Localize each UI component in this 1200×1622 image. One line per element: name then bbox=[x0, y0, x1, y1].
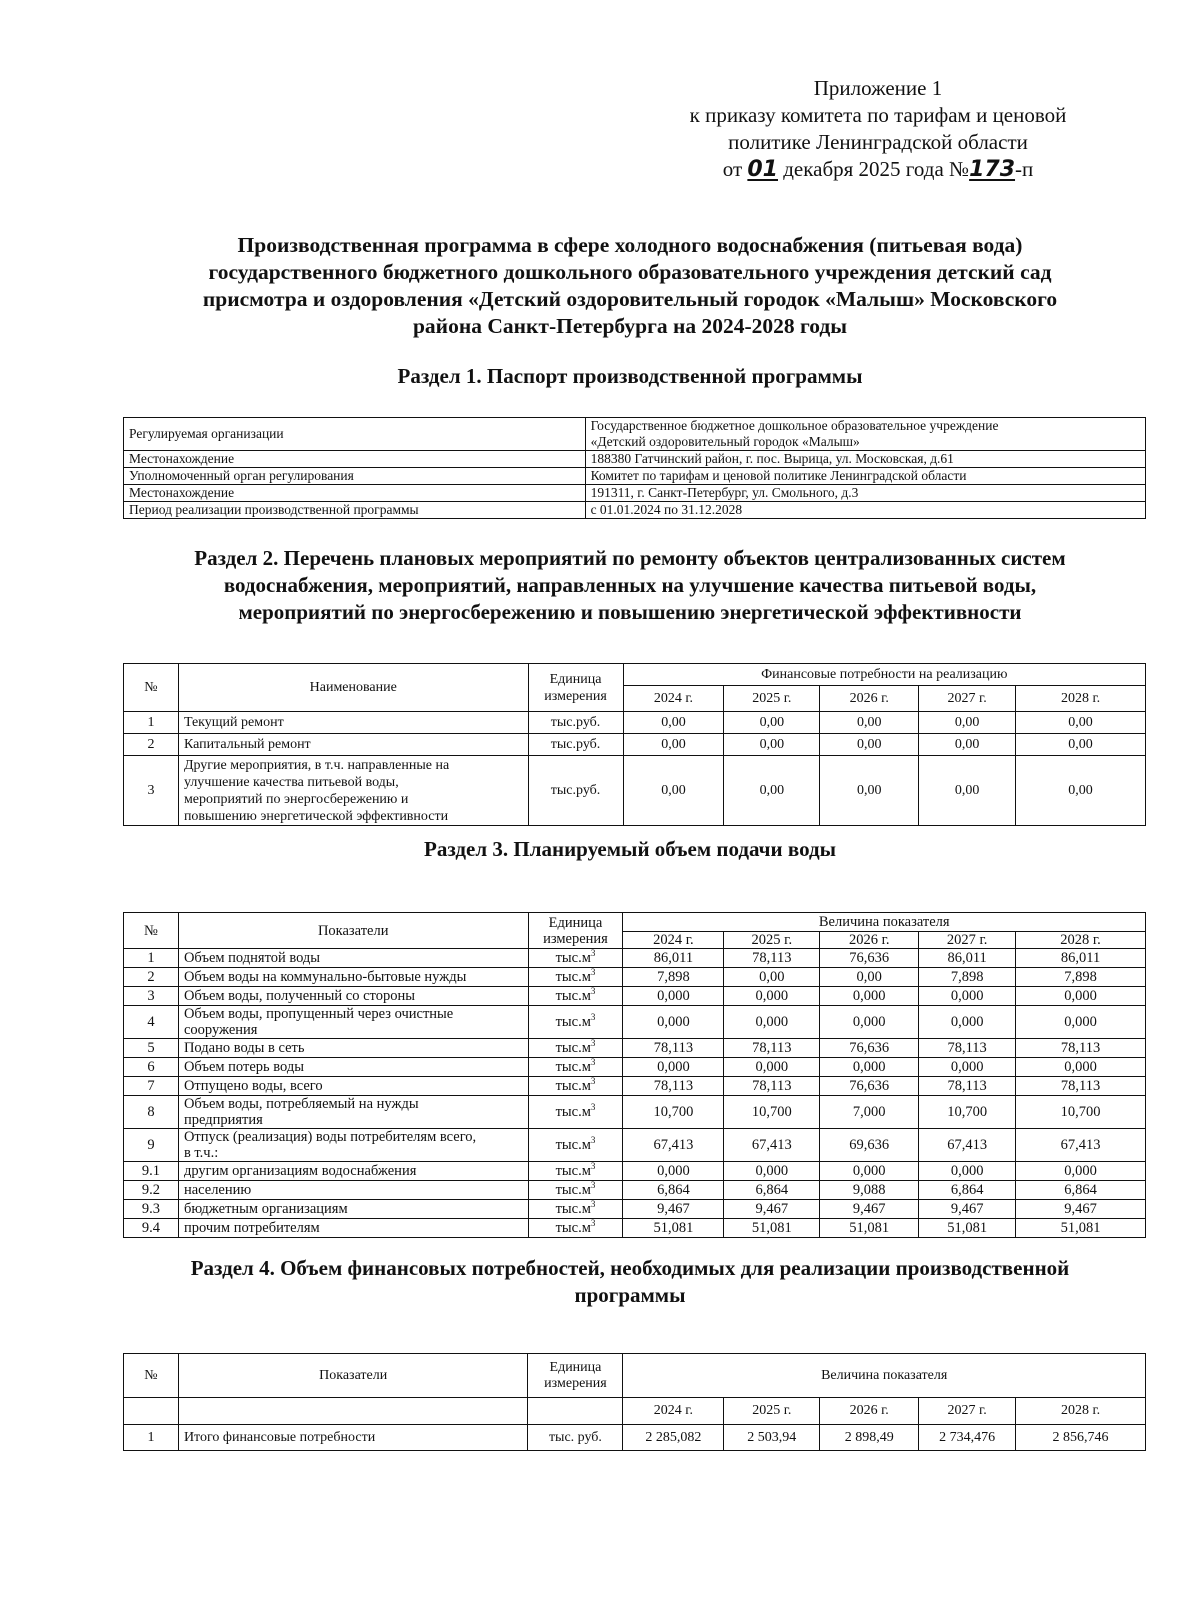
value-cell: 6,864 bbox=[919, 1181, 1016, 1200]
value-cell: 0,000 bbox=[1016, 1006, 1146, 1039]
indicator-name-line: бюджетным организациям bbox=[183, 1201, 348, 1217]
unit-base: тыс.м bbox=[555, 950, 591, 966]
header-unit bbox=[528, 1354, 623, 1398]
row-number: 9.3 bbox=[124, 1200, 179, 1219]
section-4-title-line-2: программы bbox=[574, 1283, 686, 1307]
value-cell: 69,636 bbox=[820, 1129, 919, 1162]
row-number: 3 bbox=[124, 756, 179, 826]
header-unit-line-1: Единица bbox=[548, 914, 603, 931]
value-cell: 10,700 bbox=[724, 1096, 820, 1129]
unit-superscript: 3 bbox=[590, 967, 596, 978]
indicator-row bbox=[124, 1162, 1146, 1181]
value-cell: 0,000 bbox=[1016, 1162, 1146, 1181]
value-cell: 0,000 bbox=[623, 1162, 724, 1181]
value-cell: 78,113 bbox=[724, 1077, 820, 1096]
header-num: № bbox=[124, 913, 179, 949]
activities-table bbox=[123, 663, 1146, 826]
value-cell: 76,636 bbox=[820, 1039, 919, 1058]
section-2-title-line-1: Раздел 2. Перечень плановых мероприятий по ремонту объектов централизованных систем bbox=[194, 546, 1066, 570]
value-cell: 0,00 bbox=[820, 734, 919, 756]
indicator-name bbox=[178, 1129, 528, 1162]
row-number: 2 bbox=[124, 968, 179, 987]
unit-superscript: 3 bbox=[590, 1161, 596, 1172]
value-cell: 67,413 bbox=[1016, 1129, 1146, 1162]
value-cell: 51,081 bbox=[724, 1219, 820, 1238]
value-cell: 9,467 bbox=[1016, 1200, 1146, 1219]
row-number: 7 bbox=[124, 1077, 179, 1096]
passport-row bbox=[124, 502, 1146, 519]
passport-value bbox=[585, 502, 1145, 519]
passport-value-line-1: 188380 Гатчинский район, г. пос. Вырица, ул. Московская, д.61 bbox=[590, 451, 954, 466]
indicator-name bbox=[178, 1162, 528, 1181]
value-cell: 0,00 bbox=[820, 968, 919, 987]
header-year: 2026 г. bbox=[820, 932, 919, 949]
value-cell: 0,000 bbox=[623, 987, 724, 1006]
value-cell: 78,113 bbox=[623, 1039, 724, 1058]
passport-label: Регулируемая организации bbox=[124, 418, 586, 451]
value-cell: 78,113 bbox=[623, 1077, 724, 1096]
indicator-name bbox=[178, 1058, 528, 1077]
passport-row bbox=[124, 451, 1146, 468]
unit-cell bbox=[528, 1039, 623, 1058]
value-cell: 10,700 bbox=[623, 1096, 724, 1129]
unit-cell bbox=[528, 1006, 623, 1039]
value-cell: 67,413 bbox=[919, 1129, 1016, 1162]
value-cell: 9,467 bbox=[724, 1200, 820, 1219]
value-cell: 0,00 bbox=[1016, 712, 1146, 734]
unit-base: тыс.м bbox=[555, 1220, 591, 1236]
row-number: 4 bbox=[124, 1006, 179, 1039]
indicator-name-line: Объем воды, пропущенный через очистные bbox=[183, 1006, 454, 1022]
value-cell: 7,898 bbox=[919, 968, 1016, 987]
number-suffix: -п bbox=[1015, 157, 1034, 181]
passport-value bbox=[585, 418, 1145, 451]
section-2-title-line-3: мероприятий по энергосбережению и повышению энергетической эффективности bbox=[238, 600, 1022, 624]
header-year: 2027 г. bbox=[919, 686, 1016, 712]
value-cell: 10,700 bbox=[919, 1096, 1016, 1129]
passport-value bbox=[585, 485, 1145, 502]
value-cell: 51,081 bbox=[1016, 1219, 1146, 1238]
value-cell: 0,000 bbox=[1016, 1058, 1146, 1077]
value-cell: 9,467 bbox=[623, 1200, 724, 1219]
indicator-row bbox=[124, 968, 1146, 987]
indicator-name-line: Подано воды в сеть bbox=[183, 1040, 305, 1056]
unit-cell bbox=[528, 1077, 623, 1096]
row-number: 9.1 bbox=[124, 1162, 179, 1181]
value-cell: 78,113 bbox=[1016, 1039, 1146, 1058]
value-cell: 0,000 bbox=[919, 1006, 1016, 1039]
unit-superscript: 3 bbox=[590, 1038, 596, 1049]
value-cell: 0,000 bbox=[820, 1058, 919, 1077]
unit-base: тыс.м bbox=[555, 1014, 591, 1030]
passport-label: Местонахождение bbox=[124, 485, 586, 502]
activity-row bbox=[124, 756, 1146, 826]
row-number: 6 bbox=[124, 1058, 179, 1077]
value-cell: 0,000 bbox=[820, 1162, 919, 1181]
unit-cell: тыс. руб. bbox=[528, 1425, 623, 1451]
row-number: 2 bbox=[124, 734, 179, 756]
unit-base: тыс.м bbox=[555, 1201, 591, 1217]
activity-name-line: повышению энергетической эффективности bbox=[183, 808, 449, 824]
value-cell: 86,011 bbox=[623, 949, 724, 968]
value-cell: 9,088 bbox=[820, 1181, 919, 1200]
unit-cell bbox=[528, 1129, 623, 1162]
indicator-name bbox=[178, 968, 528, 987]
value-cell: 0,000 bbox=[1016, 987, 1146, 1006]
value-cell: 0,00 bbox=[724, 968, 820, 987]
header-year: 2025 г. bbox=[724, 932, 820, 949]
appendix-date-line bbox=[648, 156, 1108, 183]
header-year: 2025 г. bbox=[724, 686, 820, 712]
indicator-name bbox=[178, 987, 528, 1006]
unit-superscript: 3 bbox=[590, 986, 596, 997]
appendix-line-1: Приложение 1 bbox=[813, 76, 943, 100]
indicator-row bbox=[124, 1129, 1146, 1162]
unit-base: тыс.м bbox=[555, 1059, 591, 1075]
value-cell: 0,00 bbox=[1016, 756, 1146, 826]
unit-superscript: 3 bbox=[590, 1012, 596, 1023]
header-unit-line-1: Единица bbox=[549, 1359, 602, 1375]
header-unit-line-1: Единица bbox=[549, 671, 602, 687]
indicator-name bbox=[178, 1096, 528, 1129]
header-indicators: Показатели bbox=[178, 913, 528, 949]
unit-cell bbox=[528, 1219, 623, 1238]
indicator-row bbox=[124, 1181, 1146, 1200]
passport-row bbox=[124, 468, 1146, 485]
unit-cell bbox=[528, 1181, 623, 1200]
header-year: 2027 г. bbox=[919, 932, 1016, 949]
value-cell: 0,000 bbox=[724, 1162, 820, 1181]
title-line-1: Производственная программа в сфере холодного водоснабжения (питьевая вода) bbox=[237, 233, 1023, 257]
header-name: Наименование bbox=[178, 664, 528, 712]
indicator-name-line: предприятия bbox=[183, 1112, 263, 1128]
indicator-name: Итого финансовые потребности bbox=[178, 1425, 528, 1451]
row-number: 1 bbox=[124, 712, 179, 734]
indicator-name bbox=[178, 1219, 528, 1238]
unit-cell bbox=[528, 949, 623, 968]
unit-base: тыс.м bbox=[555, 988, 591, 1004]
appendix-line-2: к приказу комитета по тарифам и ценовой bbox=[689, 103, 1067, 127]
indicator-name-line: в т.ч.: bbox=[183, 1145, 219, 1161]
value-cell: 0,00 bbox=[820, 756, 919, 826]
value-cell: 0,00 bbox=[623, 756, 724, 826]
value-cell: 0,000 bbox=[919, 1162, 1016, 1181]
activity-row bbox=[124, 712, 1146, 734]
value-cell: 0,00 bbox=[919, 712, 1016, 734]
indicator-name bbox=[178, 1039, 528, 1058]
passport-table bbox=[123, 417, 1146, 519]
indicator-row bbox=[124, 1058, 1146, 1077]
header-unit-line-2: измерения bbox=[544, 1375, 607, 1391]
value-cell: 0,000 bbox=[623, 1058, 724, 1077]
passport-value-line-1: 191311, г. Санкт-Петербург, ул. Смольного, д.3 bbox=[590, 485, 859, 500]
financial-row bbox=[124, 1425, 1146, 1451]
indicator-row bbox=[124, 1077, 1146, 1096]
value-cell: 0,00 bbox=[623, 712, 724, 734]
passport-label: Местонахождение bbox=[124, 451, 586, 468]
value-cell: 0,00 bbox=[724, 734, 820, 756]
value-cell: 6,864 bbox=[623, 1181, 724, 1200]
value-cell: 51,081 bbox=[919, 1219, 1016, 1238]
section-3-title: Раздел 3. Планируемый объем подачи воды bbox=[424, 837, 836, 861]
unit-cell: тыс.руб. bbox=[528, 712, 623, 734]
value-cell: 0,00 bbox=[820, 712, 919, 734]
value-cell: 2 898,49 bbox=[820, 1425, 919, 1451]
header-unit bbox=[528, 913, 623, 949]
value-cell: 67,413 bbox=[623, 1129, 724, 1162]
title-line-4: района Санкт-Петербурга на 2024-2028 годы bbox=[412, 314, 848, 338]
document-title bbox=[130, 232, 1130, 340]
value-cell: 0,00 bbox=[1016, 734, 1146, 756]
unit-base: тыс.м bbox=[555, 1104, 591, 1120]
unit-base: тыс.м bbox=[555, 1078, 591, 1094]
value-cell: 0,00 bbox=[724, 712, 820, 734]
value-cell: 51,081 bbox=[820, 1219, 919, 1238]
value-cell: 2 734,476 bbox=[919, 1425, 1016, 1451]
indicator-name-line: населению bbox=[183, 1182, 252, 1198]
indicator-name-line: Объем воды, потребляемый на нужды bbox=[183, 1096, 419, 1112]
header-unit-line-2: измерения bbox=[543, 930, 608, 947]
value-cell: 0,000 bbox=[724, 987, 820, 1006]
value-cell: 0,000 bbox=[919, 1058, 1016, 1077]
title-line-2: государственного бюджетного дошкольного образовательного учреждения детский сад bbox=[208, 260, 1052, 284]
row-number: 9.4 bbox=[124, 1219, 179, 1238]
unit-superscript: 3 bbox=[590, 1135, 596, 1146]
empty-cell bbox=[178, 1398, 528, 1425]
unit-superscript: 3 bbox=[590, 1057, 596, 1068]
header-year: 2024 г. bbox=[623, 932, 724, 949]
handwritten-number: 173 bbox=[969, 157, 1016, 182]
row-number: 1 bbox=[124, 1425, 179, 1451]
header-year: 2026 г. bbox=[820, 1398, 919, 1425]
row-number: 9 bbox=[124, 1129, 179, 1162]
indicator-row bbox=[124, 1006, 1146, 1039]
header-year: 2026 г. bbox=[820, 686, 919, 712]
activity-name-line: мероприятий по энергосбережению и bbox=[183, 791, 409, 807]
unit-cell bbox=[528, 1200, 623, 1219]
passport-value bbox=[585, 451, 1145, 468]
passport-label: Период реализации производственной программы bbox=[124, 502, 586, 519]
header-year: 2028 г. bbox=[1016, 686, 1146, 712]
unit-cell: тыс.руб. bbox=[528, 734, 623, 756]
value-cell: 76,636 bbox=[820, 1077, 919, 1096]
value-cell: 76,636 bbox=[820, 949, 919, 968]
date-middle: декабря 2025 года № bbox=[783, 157, 970, 181]
water-supply-table bbox=[123, 912, 1146, 1238]
empty-cell bbox=[124, 1398, 179, 1425]
indicator-name bbox=[178, 1006, 528, 1039]
indicator-row bbox=[124, 1219, 1146, 1238]
activity-name bbox=[178, 756, 528, 826]
indicator-name bbox=[178, 1077, 528, 1096]
value-cell: 78,113 bbox=[919, 1077, 1016, 1096]
indicator-row bbox=[124, 1200, 1146, 1219]
value-cell: 9,467 bbox=[919, 1200, 1016, 1219]
indicator-name-line: другим организациям водоснабжения bbox=[183, 1163, 417, 1179]
row-number: 3 bbox=[124, 987, 179, 1006]
value-cell: 78,113 bbox=[724, 949, 820, 968]
passport-row bbox=[124, 418, 1146, 451]
unit-base: тыс.м bbox=[555, 1137, 591, 1153]
section-2-title bbox=[110, 545, 1150, 626]
passport-value-line-1: с 01.01.2024 по 31.12.2028 bbox=[590, 502, 743, 517]
appendix-header bbox=[648, 75, 1108, 183]
indicator-name-line: Объем воды на коммунально-бытовые нужды bbox=[183, 969, 467, 985]
value-cell: 86,011 bbox=[1016, 949, 1146, 968]
indicator-name bbox=[178, 949, 528, 968]
handwritten-day: 01 bbox=[747, 157, 778, 182]
header-num: № bbox=[124, 1354, 179, 1398]
financial-needs-table bbox=[123, 1353, 1146, 1451]
value-cell: 0,000 bbox=[724, 1006, 820, 1039]
value-cell: 0,00 bbox=[724, 756, 820, 826]
unit-superscript: 3 bbox=[590, 1076, 596, 1087]
unit-cell bbox=[528, 1058, 623, 1077]
value-cell: 6,864 bbox=[1016, 1181, 1146, 1200]
value-cell: 0,00 bbox=[919, 756, 1016, 826]
unit-base: тыс.м bbox=[555, 1182, 591, 1198]
value-cell: 2 285,082 bbox=[623, 1425, 724, 1451]
value-cell: 0,00 bbox=[623, 734, 724, 756]
header-unit-line-2: измерения bbox=[544, 688, 607, 704]
activity-name-line: Капитальный ремонт bbox=[183, 737, 311, 752]
indicator-name bbox=[178, 1181, 528, 1200]
indicator-row bbox=[124, 949, 1146, 968]
header-year: 2028 г. bbox=[1016, 932, 1146, 949]
empty-cell bbox=[528, 1398, 623, 1425]
indicator-name-line: прочим потребителям bbox=[183, 1220, 320, 1236]
header-indicator-value: Величина показателя bbox=[623, 1354, 1146, 1398]
activity-row bbox=[124, 734, 1146, 756]
passport-value-line-1: Комитет по тарифам и ценовой политике Ленинградской области bbox=[590, 468, 967, 483]
section-4-title bbox=[110, 1255, 1150, 1309]
indicator-name-line: сооружения bbox=[183, 1022, 258, 1038]
row-number: 8 bbox=[124, 1096, 179, 1129]
value-cell: 2 503,94 bbox=[724, 1425, 820, 1451]
appendix-line-3: политике Ленинградской области bbox=[728, 130, 1028, 154]
value-cell: 9,467 bbox=[820, 1200, 919, 1219]
unit-base: тыс.м bbox=[555, 1163, 591, 1179]
unit-cell: тыс.руб. bbox=[528, 756, 623, 826]
indicator-name-line: Объем воды, полученный со стороны bbox=[183, 988, 415, 1004]
section-2-title-line-2: водоснабжения, мероприятий, направленных на улучшение качества питьевой воды, bbox=[223, 573, 1037, 597]
activity-name-line: Текущий ремонт bbox=[183, 715, 284, 730]
value-cell: 0,000 bbox=[724, 1058, 820, 1077]
unit-cell bbox=[528, 968, 623, 987]
indicator-name-line: Объем потерь воды bbox=[183, 1059, 304, 1075]
indicator-row bbox=[124, 1096, 1146, 1129]
unit-superscript: 3 bbox=[590, 1102, 596, 1113]
header-financial-needs: Финансовые потребности на реализацию bbox=[623, 664, 1145, 686]
value-cell: 78,113 bbox=[919, 1039, 1016, 1058]
unit-superscript: 3 bbox=[590, 948, 596, 959]
unit-base: тыс.м bbox=[555, 969, 591, 985]
unit-superscript: 3 bbox=[590, 1218, 596, 1229]
unit-base: тыс.м bbox=[555, 1040, 591, 1056]
header-year: 2025 г. bbox=[724, 1398, 820, 1425]
unit-superscript: 3 bbox=[590, 1180, 596, 1191]
header-num: № bbox=[124, 664, 179, 712]
header-indicators: Показатели bbox=[178, 1354, 528, 1398]
passport-value-line-2: «Детский оздоровительный городок «Малыш» bbox=[590, 434, 860, 449]
indicator-name-line: Отпуск (реализация) воды потребителям всего, bbox=[183, 1129, 477, 1145]
value-cell: 0,00 bbox=[919, 734, 1016, 756]
section-1-title: Раздел 1. Паспорт производственной программы bbox=[397, 364, 863, 388]
date-prefix: от bbox=[722, 157, 743, 181]
passport-label: Уполномоченный орган регулирования bbox=[124, 468, 586, 485]
row-number: 9.2 bbox=[124, 1181, 179, 1200]
activity-name-line: Другие мероприятия, в т.ч. направленные на bbox=[183, 757, 450, 773]
header-year: 2024 г. bbox=[623, 1398, 724, 1425]
passport-value bbox=[585, 468, 1145, 485]
header-year: 2024 г. bbox=[623, 686, 724, 712]
value-cell: 2 856,746 bbox=[1016, 1425, 1146, 1451]
value-cell: 0,000 bbox=[820, 987, 919, 1006]
activity-name bbox=[178, 734, 528, 756]
value-cell: 7,898 bbox=[623, 968, 724, 987]
value-cell: 7,000 bbox=[820, 1096, 919, 1129]
unit-cell bbox=[528, 1162, 623, 1181]
indicator-name-line: Отпущено воды, всего bbox=[183, 1078, 323, 1094]
value-cell: 86,011 bbox=[919, 949, 1016, 968]
section-4-title-line-1: Раздел 4. Объем финансовых потребностей, необходимых для реализации производственной bbox=[190, 1256, 1070, 1280]
value-cell: 0,000 bbox=[820, 1006, 919, 1039]
unit-superscript: 3 bbox=[590, 1199, 596, 1210]
header-indicator-value: Величина показателя bbox=[623, 913, 1146, 932]
activity-name bbox=[178, 712, 528, 734]
value-cell: 51,081 bbox=[623, 1219, 724, 1238]
indicator-row bbox=[124, 1039, 1146, 1058]
passport-value-line-1: Государственное бюджетное дошкольное образовательное учреждение bbox=[590, 418, 999, 433]
value-cell: 78,113 bbox=[1016, 1077, 1146, 1096]
row-number: 1 bbox=[124, 949, 179, 968]
value-cell: 67,413 bbox=[724, 1129, 820, 1162]
row-number: 5 bbox=[124, 1039, 179, 1058]
value-cell: 0,000 bbox=[623, 1006, 724, 1039]
passport-row bbox=[124, 485, 1146, 502]
header-year: 2028 г. bbox=[1016, 1398, 1146, 1425]
title-line-3: присмотра и оздоровления «Детский оздоровительный городок «Малыш» Московского bbox=[202, 287, 1058, 311]
value-cell: 10,700 bbox=[1016, 1096, 1146, 1129]
value-cell: 6,864 bbox=[724, 1181, 820, 1200]
activity-name-line: улучшение качества питьевой воды, bbox=[183, 774, 399, 790]
unit-cell bbox=[528, 1096, 623, 1129]
value-cell: 78,113 bbox=[724, 1039, 820, 1058]
value-cell: 0,000 bbox=[919, 987, 1016, 1006]
indicator-name bbox=[178, 1200, 528, 1219]
unit-cell bbox=[528, 987, 623, 1006]
value-cell: 7,898 bbox=[1016, 968, 1146, 987]
indicator-row bbox=[124, 987, 1146, 1006]
header-unit bbox=[528, 664, 623, 712]
indicator-name-line: Объем поднятой воды bbox=[183, 950, 321, 966]
header-year: 2027 г. bbox=[919, 1398, 1016, 1425]
